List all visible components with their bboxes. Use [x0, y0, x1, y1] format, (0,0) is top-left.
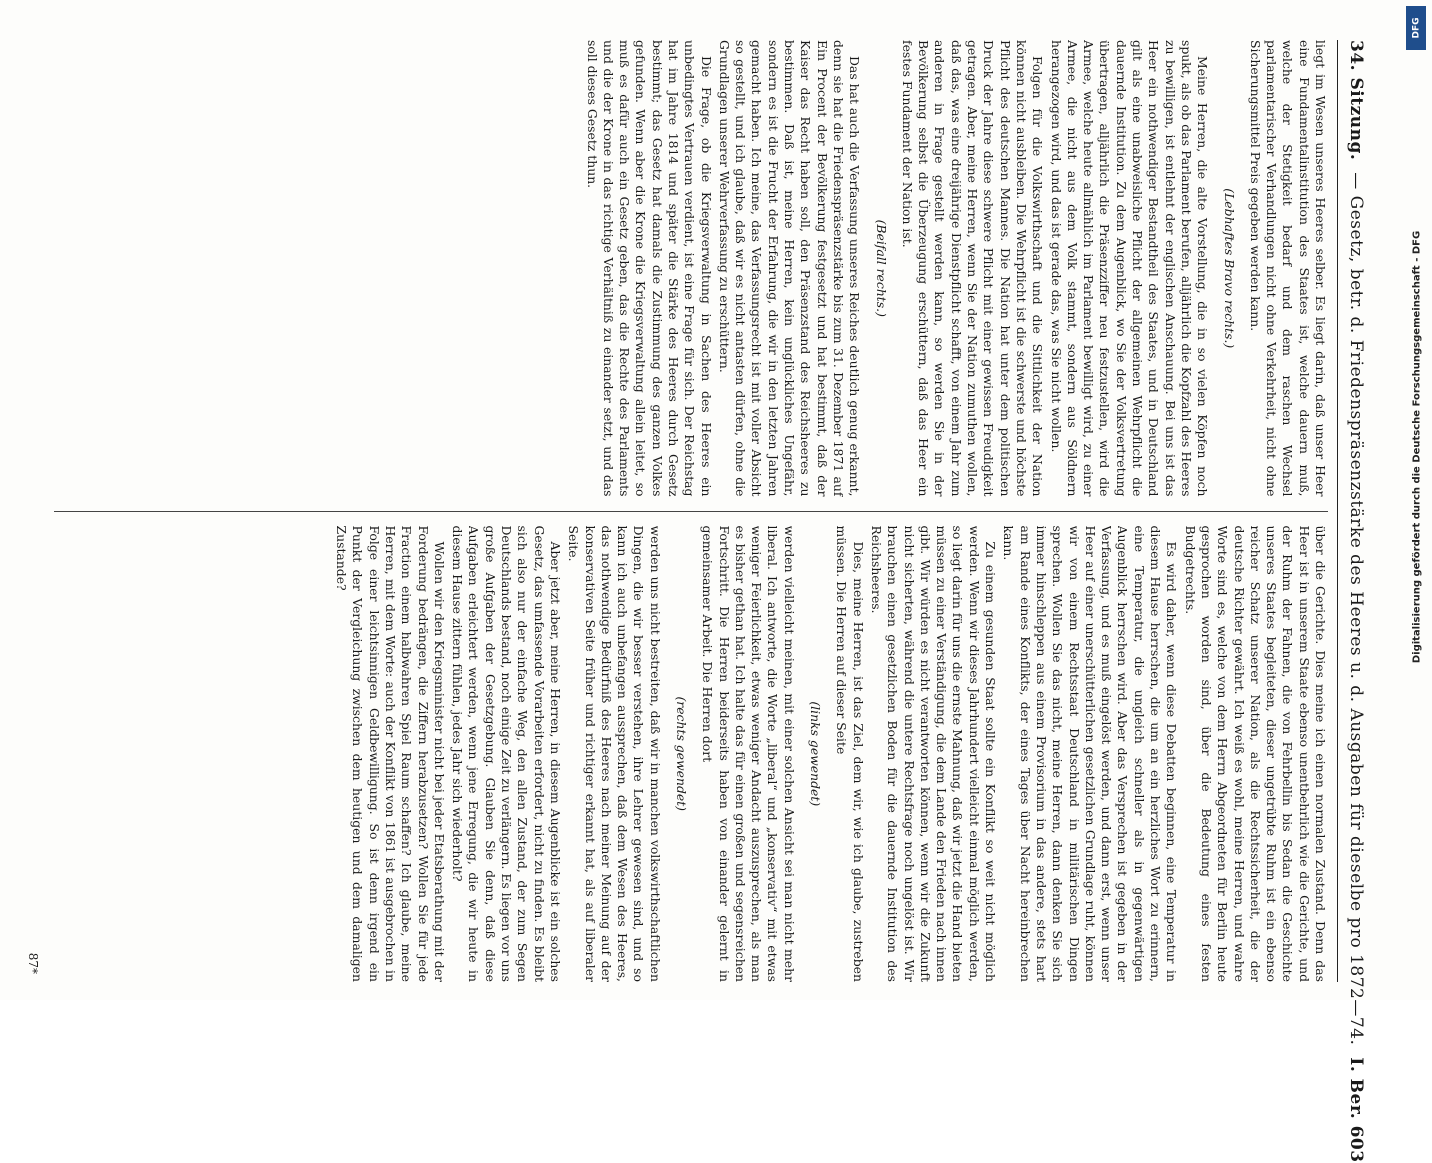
stage-direction: (Lebhaftes Bravo rechts.) [1221, 188, 1237, 349]
paragraph: Dies, meine Herren, ist das Ziel, dem wir, wie ich glaube, zustreben müssen. Die Herren auf dieser Seite [834, 525, 866, 982]
watermark-text: Digitalisierung gefördert durch die Deutsche Forschungsgemeinschaft - DFG [1411, 230, 1423, 664]
paragraph: liegt im Wesen unseres Heeres selber. Es liegt darin, daß unser Heer eine Fundamentalinstitution des Staates ist, welche dauern muß, welche der Stetigkeit bedarf und dem raschen Wechsel parlamentarischer Verhandlungen nicht ohne Verkehrheit, nicht ohne Sicherungsmittel Preis gegeben werden kann. [1247, 40, 1328, 497]
paragraph: Wollen wir den Kriegsminister nicht bei jeder Etatsberathung mit der Forderung bedrängen, die Ziffern herabzusetzen? Wollen Sie für jede Fraction einem halbwahren Spiel Raum schaffen? Ich glaube, meine Herren, mit dem Worte: auch der Konflikt von 1861 ist ausgebrochen in Folge einer leichtsinnigen Geldbewilligung. So ist denn irgend ein Punkt der Vergleichung zwischen dem heutigen und dem damaligen Zustande? [334, 525, 447, 982]
dfg-logo-text: DFG [1411, 17, 1422, 39]
stage-direction: (rechts gewendet) [674, 696, 690, 812]
paragraph: über die Gerichte. Dies meine ich einen normalen Zustand. Denn das Heer ist in unserem Staate ebenso unentbehrlich wie die Gerichte, und der Ruhm der Fahnen, die von Fehrbellin bis Sedan die Geschichte unseres Staates begleiteten, dieser ungetrübte Ruhm ist ein ebenso reicher Schatz unserer Nation, als die Rechtssicherheit, die der deutsche Richter gewährt. Ich weiß es wohl, meine Herren, und wahre Worte sind es, welche von dem Herrn Abgeordneten für Berlin heute gesprochen worden sind, über die Bedeutung eines festen Budgetrechts. [1182, 525, 1328, 982]
folio-mark: 87* [26, 952, 40, 974]
header-title: — Gesetz, betr. d. Friedenspräsenzstärke des Heeres u. d. Ausgaben für dieselbe pro 1872—74. [1346, 172, 1366, 1046]
digitization-watermark [1410, 12, 1424, 882]
stage-direction: (links gewendet) [808, 701, 824, 807]
dfg-logo [1406, 6, 1426, 50]
text-columns [54, 40, 1328, 982]
paragraph: Es wird daher, wenn diese Debatten beginnen, eine Temperatur in diesem Hause herrschen, die um an ein herzliches Wort zu erinnern, eine Temperatur, die ungleich schneller als in gegenwärtigen Augenblick herrschen wird. Aber das Versprechen ist gegeben in der Verfassung, und es muß eingelöst werden, und dann erst, wenn unser Heer auf einer unerschütterlichen gesetzlichen Grundlage ruht, können wir von einem Rechtsstaat Deutschland in militärischen Dingen sprechen. Wollen Sie das nicht, meine Herren, dann denken Sie sich immer hinschleppen aus einem Provisorium in das andere, stets hart am Rande eines Konflikts, der eines Tages über Nacht hereinbrechen kann. [1001, 525, 1180, 982]
column-rule [54, 511, 1328, 512]
paragraph: werden vielleicht meinen, mit einer solchen Ansicht sei man nicht mehr liberal. Ich antworte, die Worte „liberal“ und „konservativ“ mit etwas weniger Feierlichkeit, etwas weniger Andacht auszusprechen, als man es bisher gethan hat. Ich halte das für einen großen und segensreichen Fortschritt. Die Herren beiderseits haben von einander gelernt in gemeinsamer Arbeit. Die Herren dort [700, 525, 797, 982]
running-header [1337, 40, 1366, 1163]
page-number: I. Ber. 603 [1346, 1057, 1366, 1163]
paragraph: Aber jetzt aber, meine Herren, in diesem Augenblicke ist ein solches Gesetz, das umfassende Vorarbeiten erfordert, nicht zu finden. Es bleibt sich also nur der einfache Weg, den allen Zustand, der zum Segen Deutschlands bestand, noch einige Zeit zu verlängern. Es liegen vor uns große Aufgaben der Gesetzgebung. Glauben Sie denn, daß diese Aufgaben erleichtert werden, wenn jene Erregung, die wir heute in diesem Hause zittern fühlen, jedes Jahr sich wiederholt? [450, 525, 563, 982]
paragraph: Zu einem gesunden Staat sollte ein Konflikt so weit nicht möglich werden. Wenn wir dieses Jahrhundert vielleicht einmal möglich werden, so liegt darin für uns die ernste Mahnung, daß wir jetzt die Hand bieten müssen zu einer Verständigung, die dem Lande den Frieden nach innen gibt. Wir würden es nicht verantworten können, wenn wir die Zukunft nicht sicherten, während die untere Rechtsfrage noch ungelöst ist. Wir brauchen einen gesetzlichen Boden für die dauernde Institution des Reichsheeres. [868, 525, 999, 982]
paragraph: Das hat auch die Verfassung unseres Reiches deutlich genug erkannt, denn sie hat die Friedenspräsenzstärke bis zum 31. Dezember 1871 auf Ein Procent der Bevölkerung festgesetzt und hat bestimmt, daß der Kaiser das Recht haben soll, den Präsenzstand des Reichsheeres zu bestimmen. Daß ist, meine Herren, kein unglückliches Ungefähr, sondern es ist die Frucht der Erfahrung, die wir in den letzten Jahren gemacht haben. Ich meine, das Verfassungsrecht ist mit voller Absicht so gestellt, und ich glaube, daß wir es nicht antasten dürfen, ohne die Grundlagen unserer Wehrverfassung zu erschüttern. [716, 40, 863, 497]
rotated-page-content [14, 0, 1386, 1163]
paragraph: Die Frage, ob die Kriegsverwaltung in Sachen des Heeres ein unbedingtes Vertrauen verdient, ist eine Frage für sich. Der Reichstag hat im Jahre 1814 und später die Stärke des Heeres durch Gesetz bestimmt; das Gesetz hat damals die Zustimmung des ganzen Volkes gefunden. Wenn aber die Krone die Kriegsverwaltung allein leitet, so muß es dafür auch ein Gesetz geben, das die Rechte des Parlaments und die der Krone in das richtige Verhältniß zu einander setzt, und das soll dieses Gesetz thun. [584, 40, 714, 497]
paragraph: Meine Herren, die alte Vorstellung, die in so vielen Köpfen noch spukt, als ob das Parlament berufen, alljährlich die Kopfzahl des Heeres zu bewilligen, ist entlehnt der englischen Anschauung. Bei uns ist das Heer ein nothwendiger Bestandtheil des Staates, und in Deutschland gilt als eine unabweisliche Pflicht der allgemeinen Wehrpflicht die dauernde Institution. Zu dem Augenblick, wo Sie der Volksvertretung übertragen, alljährlich die Präsenzziffer neu festzustellen, wird die Armee, welche heute allmählich im Parlament bewilligt wird, zu einer Armee, die nicht aus dem Volk stammt, sondern aus Söldnern herangezogen wird, und das ist gerade das, was Sie nicht wollen. [1048, 40, 1211, 497]
left-column [54, 40, 1328, 497]
stage-direction: (Beifall rechts.) [873, 219, 889, 317]
paragraph: Folgen für die Volkswirthschaft und die Sittlichkeit der Nation können nicht ausbleiben. Die Wehrpflicht ist die schwerste und höchste Pflicht des deutschen Mannes. Die Nation hat unter dem politischen Druck der Jahre diese schwere Pflicht mit einer gewissen Freudigkeit getragen. Aber, meine Herren, wenn Sie der Nation zumuthen wollen, daß das, was eine dreijährige Dienstpflicht schafft, von einem Jahr zum anderen in Frage gestellt werden kann, so werden Sie in der Bevölkerung selbst die Überzeugung erschüttern, daß das Heer ein festes Fundament der Nation ist. [899, 40, 1046, 497]
right-column [54, 526, 1328, 983]
paragraph: werden uns nicht bestreiten, daß wir in manchen volkswirthschaftlichen Dingen, die wir besser verstehen, ihre Lehrer gewesen sind, und so kann ich auch unbefangen aussprechen, daß dem Wesen des Heeres, das nothwendige Bedürfniß des Heeres nach meiner Meinung auf der konservativen Seite früher und richtiger erkannt hat, als auf liberaler Seite. [566, 525, 663, 982]
sitting-number: 34. Sitzung. [1346, 40, 1366, 161]
